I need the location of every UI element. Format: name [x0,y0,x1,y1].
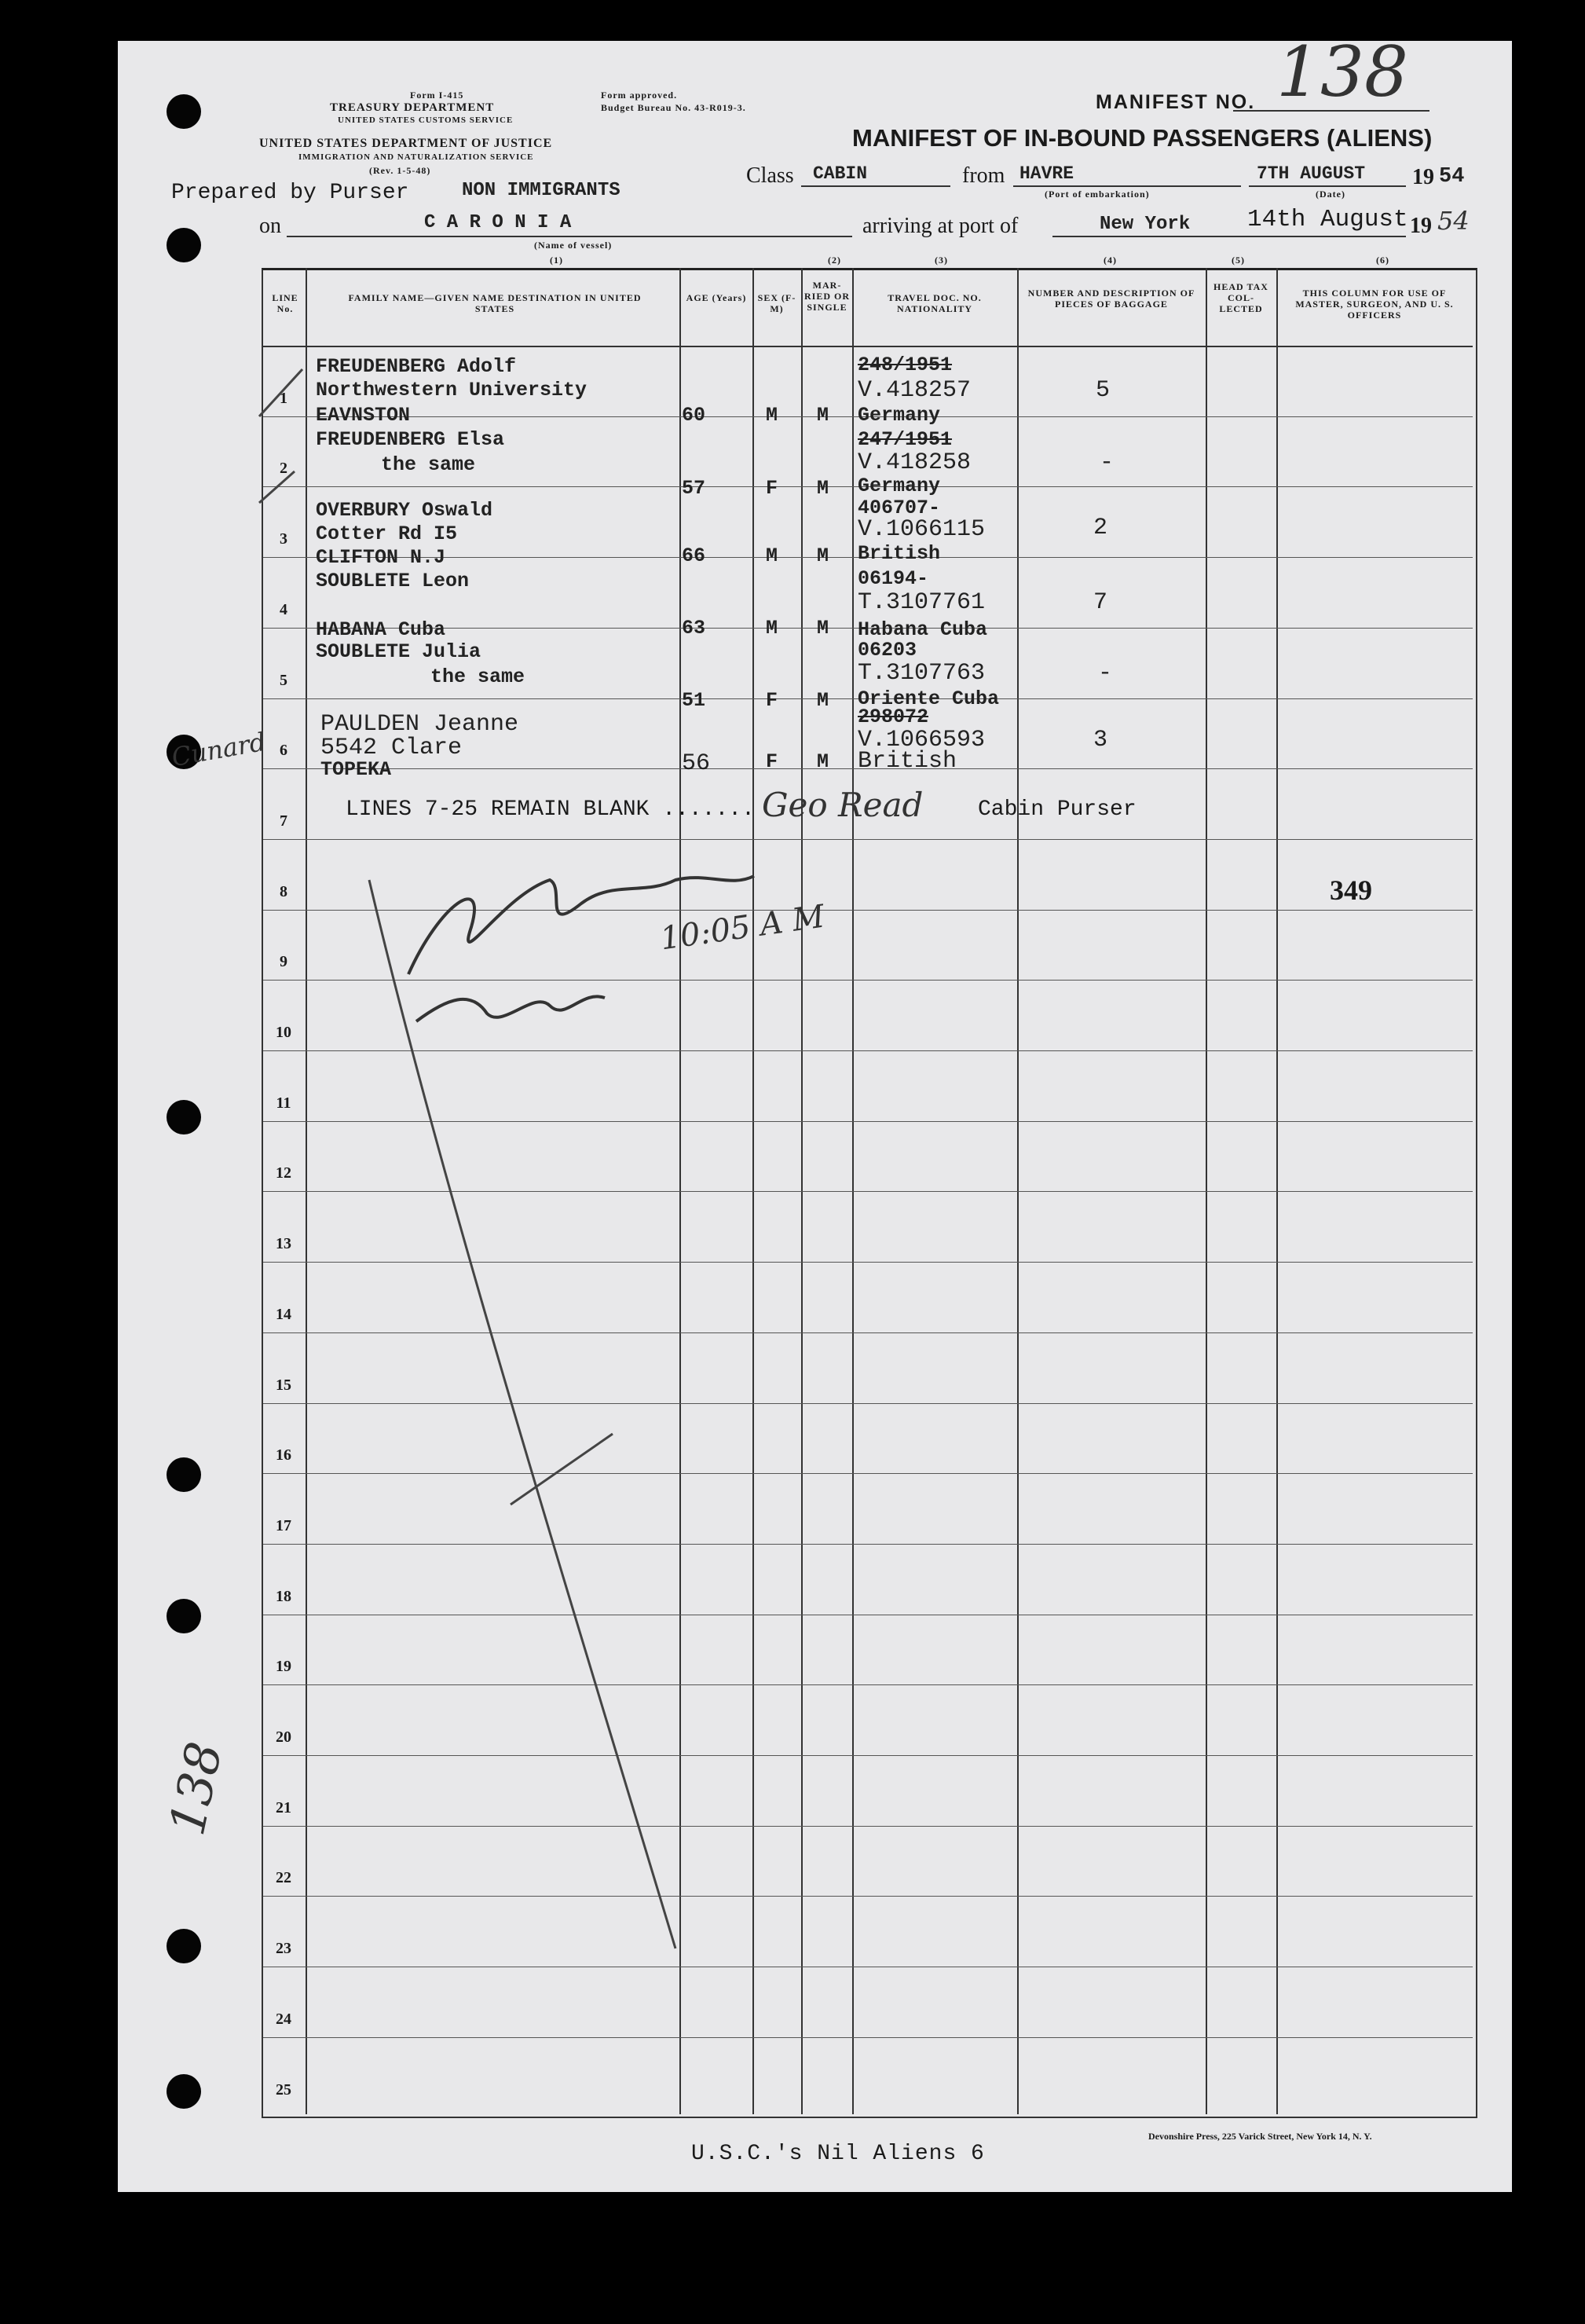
line-number: 4 [280,600,287,618]
passenger-city: CLIFTON N.J [316,546,446,569]
line-number: 8 [280,882,287,900]
row-rule [263,1332,1473,1333]
passenger-age: 66 [682,544,706,567]
row-rule [263,1684,1473,1685]
passenger-destination: Northwestern University [316,379,588,401]
passenger-marital: M [817,750,829,773]
line-number: 13 [276,1235,291,1253]
row-rule [263,910,1473,911]
row-rule [263,1826,1473,1827]
prepared-label: Prepared by Purser [171,181,409,205]
line-number: 1 [280,389,287,407]
passenger-doc-number: 06203 [858,639,917,662]
line-number: 21 [276,1798,291,1816]
row-rule [263,1191,1473,1192]
passenger-destination: 5542 Clare [320,735,463,761]
line-number: 17 [276,1516,291,1534]
binder-hole [167,228,201,262]
time-note: 10:05 A M [657,898,827,958]
line-number: 10 [276,1024,291,1041]
date-caption: (Date) [1316,189,1345,200]
line-number: 16 [276,1446,291,1464]
manifest-title: MANIFEST OF IN-BOUND PASSENGERS (ALIENS) [852,124,1433,152]
from-line [1013,185,1241,187]
row-rule [263,839,1473,840]
passenger-baggage: - [1098,660,1113,687]
budget-label: Budget Bureau No. 43-R019-3. [601,102,746,113]
revision-label: (Rev. 1-5-48) [369,165,431,176]
passenger-visa: V.1066593 [858,727,986,753]
passenger-baggage: 5 [1096,377,1111,404]
passenger-city: HABANA Cuba [316,618,446,641]
line-number: 11 [276,1094,291,1112]
line-number: 22 [276,1869,291,1887]
date-line [1249,185,1406,187]
passenger-visa: V.1066115 [858,516,986,543]
justice-label: UNITED STATES DEPARTMENT OF JUSTICE [259,137,553,150]
line-number: 19 [276,1658,291,1676]
line-number: 3 [280,530,287,548]
vessel-line [287,236,852,237]
passenger-visa: T.3107763 [858,660,986,687]
line-number: 18 [276,1587,291,1605]
passenger-nationality: British [858,748,957,775]
date-value: 7TH AUGUST [1257,163,1366,184]
passenger-doc-number: 298072 [858,706,929,728]
passenger-destination: the same [430,665,525,688]
passenger-marital: M [817,404,829,427]
cabin-purser-label: Cabin Purser [978,797,1137,822]
passenger-age: 63 [682,617,706,640]
passenger-age: 51 [682,689,706,712]
line-number: 9 [280,953,287,971]
header-married: MAR-RIED OR SINGLE [803,280,850,313]
line-number: 6 [280,742,287,760]
column-number: (5) [1232,255,1245,266]
row-rule [263,1755,1473,1756]
binder-hole [167,1599,201,1633]
header-rule [263,346,1473,347]
treasury-label: TREASURY DEPARTMENT [330,101,495,114]
passenger-nationality: Germany [858,475,941,497]
line-number: 5 [280,671,287,689]
passenger-baggage: 3 [1093,727,1108,753]
remain-blank-note: LINES 7-25 REMAIN BLANK ....... [346,797,755,822]
purser-signature: Geo Read [762,786,924,824]
header-head-tax: HEAD TAX COL-LECTED [1213,281,1268,314]
arrival-year-prefix: 19 [1410,214,1432,238]
passenger-sex: F [766,750,778,773]
row-rule [263,1050,1473,1051]
row-rule [263,1473,1473,1474]
binder-hole [167,1100,201,1135]
passenger-visa: V.418257 [858,377,972,404]
class-line [801,185,950,187]
arriving-value: New York [1100,214,1191,235]
arrival-year-value: 54 [1437,206,1470,236]
arriving-label: arriving at port of [862,214,1019,238]
passenger-visa: V.418258 [858,449,972,476]
binder-hole [167,94,201,129]
line-number: 25 [276,2080,291,2099]
row-rule [263,1544,1473,1545]
passenger-age: 60 [682,404,706,427]
passenger-nationality: Oriente Cuba [858,687,1000,710]
header-officers: THIS COLUMN FOR USE OF MASTER, SURGEON, AND U. S. OFFICERS [1295,288,1454,321]
stamp-number: 349 [1330,874,1372,906]
year-value: 54 [1439,165,1465,189]
header-line-no: LINE No. [272,292,298,314]
approval-label: Form approved. [601,90,678,101]
binder-hole [167,1929,201,1963]
passenger-baggage: - [1100,449,1115,476]
header-age: AGE (Years) [686,292,747,303]
passenger-destination: Cotter Rd I5 [316,522,458,545]
margin-hand-note: Cunard [169,726,268,773]
passenger-marital: M [817,689,829,712]
line-number: 14 [276,1305,291,1323]
passenger-city: EAVNSTON [316,404,411,427]
ins-label: IMMIGRATION AND NATURALIZATION SERVICE [298,152,534,162]
port-caption: (Port of embarkation) [1045,189,1150,200]
manifest-no-value: 138 [1276,31,1408,112]
header-name: FAMILY NAME—GIVEN NAME DESTINATION IN UNITED STATES [348,292,642,314]
header-sex: SEX (F-M) [757,292,796,314]
class-value: CABIN [813,163,868,184]
class-label: Class [746,163,794,188]
passenger-marital: M [817,477,829,500]
passenger-doc-number: 247/1951 [858,428,953,451]
margin-number: 138 [158,1737,234,1840]
line-number: 2 [280,460,287,478]
binder-hole [167,1457,201,1492]
header-baggage: NUMBER AND DESCRIPTION OF PIECES OF BAGGAGE [1027,288,1195,310]
passenger-city: TOPEKA [320,758,392,781]
line-number: 15 [276,1376,291,1394]
row-rule [263,980,1473,981]
column-number: (1) [550,255,563,266]
customs-label: UNITED STATES CUSTOMS SERVICE [338,115,514,125]
passenger-marital: M [817,617,829,640]
arriving-line [1052,236,1406,237]
passenger-age: 57 [682,477,706,500]
form-number: Form I-415 [410,90,464,101]
passenger-doc-number: 406707- [858,497,941,519]
row-rule [263,1262,1473,1263]
line-number: 12 [276,1164,291,1182]
column-number: (4) [1104,255,1117,266]
passenger-name: PAULDEN Jeanne [320,711,519,738]
from-value: HAVRE [1019,163,1074,184]
passenger-destination: the same [381,453,476,476]
passenger-sex: M [766,544,778,567]
row-rule [263,1121,1473,1122]
passenger-name: SOUBLETE Julia [316,640,481,663]
arrival-date-value: 14th August [1247,206,1408,233]
passenger-baggage: 7 [1093,589,1108,616]
row-rule [263,1896,1473,1897]
passenger-name: SOUBLETE Leon [316,570,470,592]
passenger-nationality: Habana Cuba [858,618,988,641]
line-number: 7 [280,812,287,830]
passenger-doc-number: 06194- [858,567,929,590]
header-travel-doc: TRAVEL DOC. NO. NATIONALITY [888,292,982,314]
year-prefix: 19 [1412,165,1434,189]
line-number: 23 [276,1940,291,1958]
column-number: (2) [828,255,841,266]
on-label: on [259,214,281,238]
passenger-marital: M [817,544,829,567]
passenger-doc-number: 248/1951 [858,354,953,376]
passenger-sex: F [766,689,778,712]
passenger-baggage: 2 [1093,515,1108,541]
vessel-value: C A R O N I A [424,212,572,233]
passenger-sex: M [766,617,778,640]
passenger-sex: M [766,404,778,427]
printer-imprint: Devonshire Press, 225 Varick Street, New York 14, N. Y. [1148,2131,1372,2142]
vessel-caption: (Name of vessel) [534,240,613,251]
row-rule [263,2037,1473,2038]
footer-summary: U.S.C.'s Nil Aliens 6 [691,2142,985,2166]
column-number: (6) [1376,255,1389,266]
column-number: (3) [935,255,948,266]
passenger-nationality: Germany [858,404,941,427]
passenger-sex: F [766,477,778,500]
passenger-nationality: British [858,542,941,565]
passenger-visa: T.3107761 [858,589,986,616]
passenger-name: FREUDENBERG Elsa [316,428,505,451]
row-rule [263,1403,1473,1404]
prepared-value: NON IMMIGRANTS [462,180,620,201]
passenger-name: OVERBURY Oswald [316,499,493,522]
line-number: 24 [276,2010,291,2028]
passenger-age: 56 [682,750,711,777]
passenger-name: FREUDENBERG Adolf [316,355,517,378]
binder-hole [167,2074,201,2109]
manifest-no-label: MANIFEST NO. [1096,91,1256,113]
from-label: from [962,163,1005,188]
line-number: 20 [276,1728,291,1746]
